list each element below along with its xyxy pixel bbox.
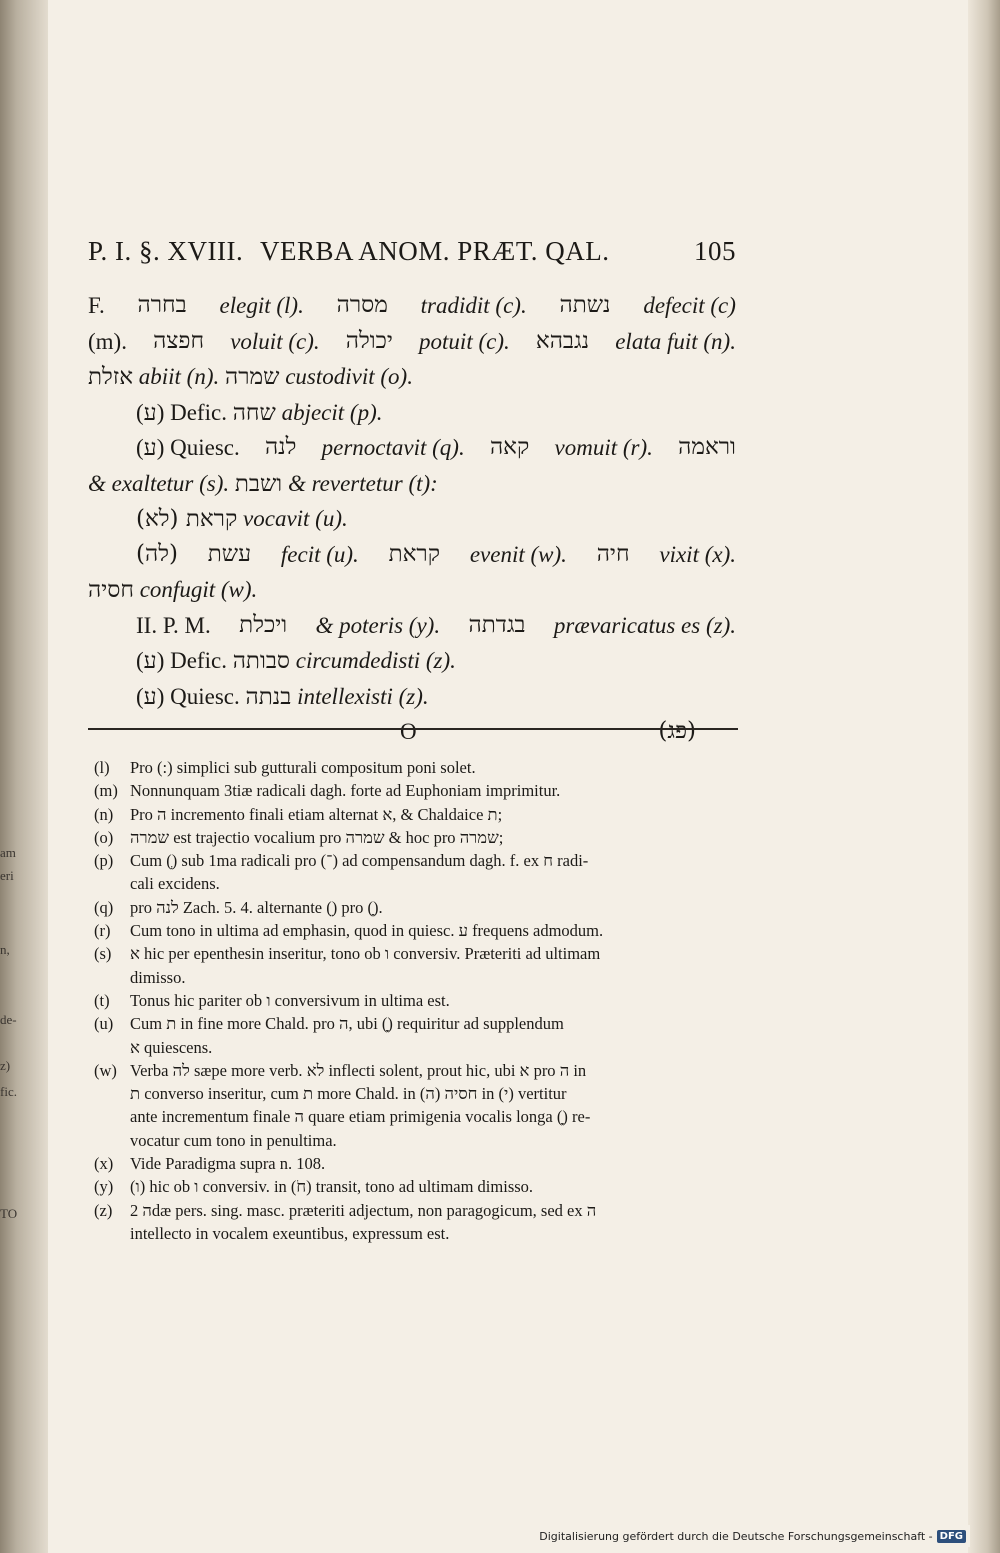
text-line: (לה) עשת fecit (u). קראת evenit (w). חיה vixit (x). — [136, 540, 736, 567]
text-line: (ע) Defic. שחה abjecit (p). — [136, 399, 383, 426]
footnote-label: (p) — [94, 851, 114, 871]
footnote: (z) ה 2dæ pers. sing. masc. præteriti adjectum, non paragogicum, sed ex ה intellecto in vocalem exeuntibus, expressum est. — [94, 1199, 742, 1246]
footnote-label: (q) — [94, 897, 114, 917]
footnote-label: (t) — [94, 990, 110, 1010]
footnote: (w) Verba לה sæpe more verb. לא inflecti solent, prout hic, ubi א pro ה in ת converso inseritur, cum ת more Chald. in חסיה (ה) in (י) vertitur ante incrementum finale ה quare etiam primigenia vocalis longa (ָ) re- vocatur cum tono in penultima. — [94, 1059, 742, 1152]
footnote-label: (w) — [94, 1060, 117, 1080]
footnote: (o) שמרה est trajectio vocalium pro שמרה & hoc pro שמרה; — [94, 826, 742, 849]
text-line: & exaltetur (s). ושבת & revertetur (t): — [88, 470, 438, 497]
header-title: VERBA ANOM. PRÆT. QAL. — [260, 236, 610, 266]
page-edge — [968, 0, 1000, 1553]
footnote: (n) Pro ה incremento finali etiam alternat א, & Chaldaice ת; — [94, 803, 742, 826]
text-line: F. בחרה elegit (l). מסרה tradidit (c). נשתה defecit (c) — [88, 292, 736, 318]
text-line: אזלת abiit (n). שמרה custodivit (o). — [88, 364, 413, 390]
edge-fragment: am — [0, 845, 16, 860]
page-number: 105 — [694, 236, 736, 266]
edge-fragment: eri — [0, 868, 14, 883]
text-line: (m). חפצה voluit (c). יכולה potuit (c). נגבהא elata fuit (n). — [88, 327, 736, 354]
digitization-credit — [535, 1525, 970, 1547]
footnotes — [94, 756, 742, 1245]
text-line: חסיה confugit (w). — [88, 577, 258, 603]
credit-text: Digitalisierung gefördert durch die Deutsche Forschungsgemeinschaft - — [539, 1529, 933, 1543]
footnote: (x) Vide Paradigma supra n. 108. — [94, 1152, 742, 1175]
custos: (פג) — [658, 718, 696, 744]
footnote-label: (m) — [94, 781, 118, 801]
footnote: (q) pro לנה Zach. 5. 4. alternante (ֵ) pro (ָ). — [94, 896, 742, 919]
edge-fragment: TO — [0, 1206, 18, 1221]
footnote: (l) Pro (:) simplici sub gutturali compositum poni solet. — [94, 756, 742, 779]
footnote: (s) א hic per epenthesin inseritur, tono ob ו conversiv. Præteriti ad ultimam dimisso. — [94, 942, 742, 989]
footnote: (y) (ו) hic ob ו conversiv. in (חֹ) transit, tono ad ultimam dimisso. — [94, 1175, 742, 1198]
text-line: II. P. M. ויכלת & poteris (y). בגדתה prævaricatus es (z). — [136, 611, 736, 638]
signature-mark: O — [400, 719, 417, 744]
edge-fragment: n, — [0, 942, 10, 957]
footnote-label: (o) — [94, 827, 114, 847]
footnote-label: (n) — [94, 804, 114, 824]
footnote-label: (y) — [94, 1177, 114, 1197]
footnote-label: (s) — [94, 944, 112, 964]
footnote: (t) Tonus hic pariter ob ו conversivum in ultima est. — [94, 989, 742, 1012]
catchword-line — [88, 714, 736, 750]
footnote-label: (z) — [94, 1200, 113, 1220]
footnote-label: (r) — [94, 921, 111, 941]
text-line: (ע) Quiesc. בנתה intellexisti (z). — [136, 683, 429, 710]
book-gutter — [0, 0, 48, 1553]
footnote-label: (x) — [94, 1154, 114, 1174]
footnote-label: (l) — [94, 758, 110, 777]
dfg-logo: DFG — [937, 1530, 966, 1543]
edge-fragment: de- — [0, 1012, 17, 1027]
footnote: (p) Cum (ְ) sub 1ma radicali pro (־) ad compensandum dagh. f. ex ח radi- cali excidens. — [94, 849, 742, 896]
text-line: (ע) Defic. סבותה circumdedisti (z). — [136, 648, 456, 674]
edge-fragment: z) — [0, 1058, 11, 1073]
edge-fragment: fic. — [0, 1084, 17, 1099]
footnote: (r) Cum tono in ultima ad emphasin, quod in quiesc. ע frequens admodum. — [94, 919, 742, 942]
footnote: (m) Nonnunquam 3tiæ radicali dagh. forte ad Euphoniam imprimitur. — [94, 779, 742, 802]
footnote: (u) Cum ת in fine more Chald. pro ה, ubi (ָ) requiritur ad supplendum א quiescens. — [94, 1012, 742, 1059]
footnote-label: (u) — [94, 1014, 114, 1034]
running-header — [88, 236, 736, 278]
text-line: (לא) קראת vocavit (u). — [136, 506, 348, 532]
header-section: P. I. §. XVIII. — [88, 236, 244, 266]
main-text — [88, 288, 736, 750]
text-line: (ע) Quiesc. לנה pernoctavit (q). קאה vomuit (r). וראמה — [136, 434, 736, 460]
footnote-rule — [88, 728, 738, 730]
